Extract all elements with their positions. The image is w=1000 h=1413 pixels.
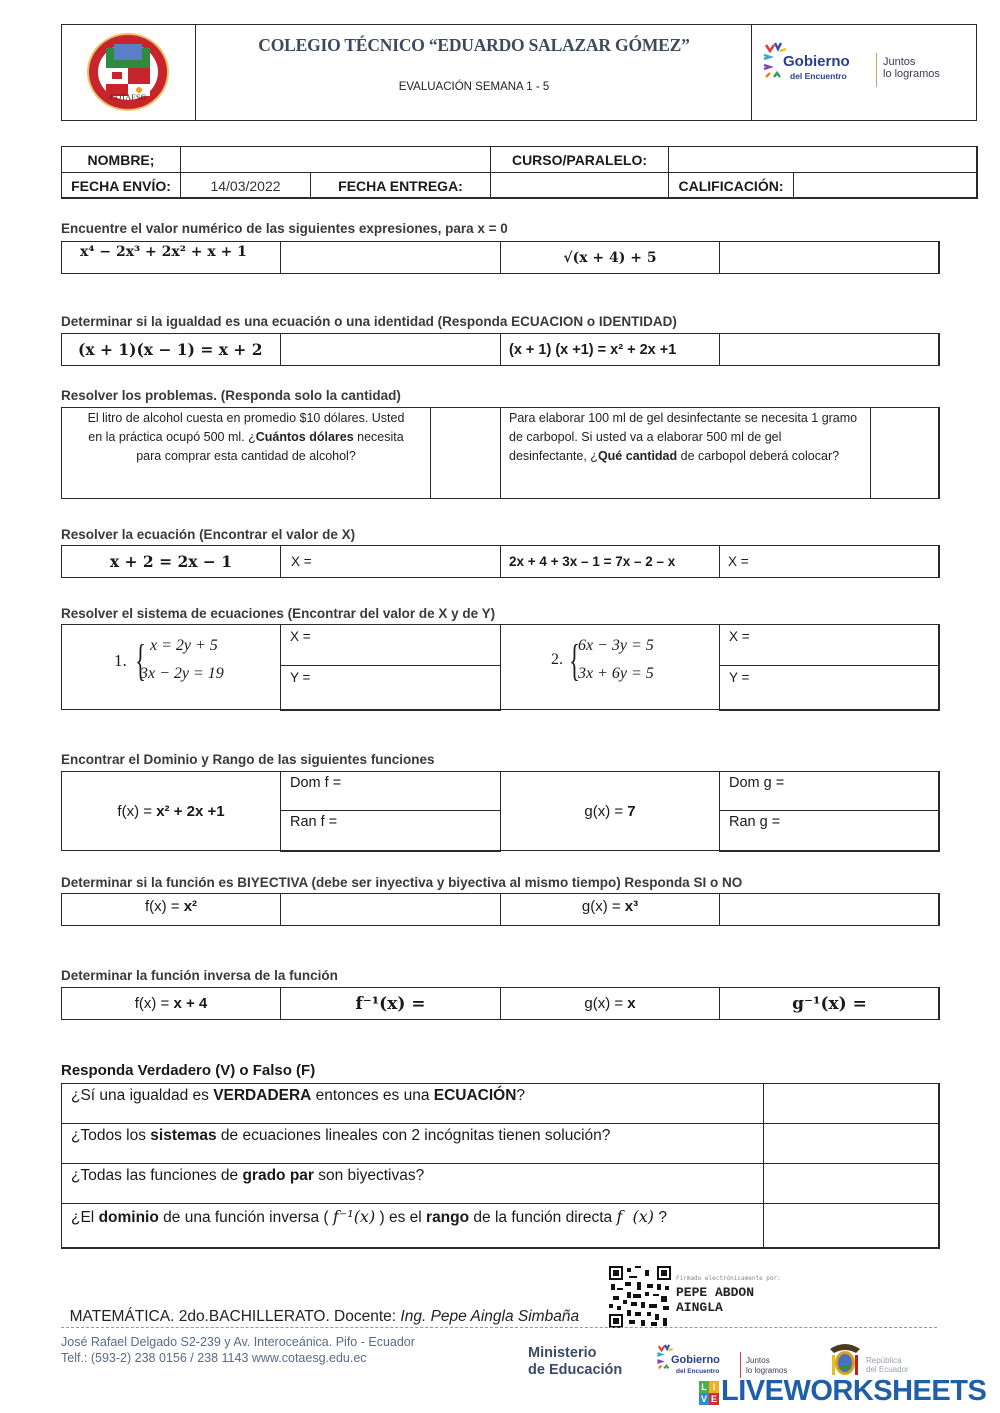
school-name: COLEGIO TÉCNICO “EDUARDO SALAZAR GÓMEZ”: [258, 35, 690, 55]
s2-expression-2: (x + 1) (x +1) = x² + 2x +1: [500, 333, 720, 366]
s5-sys2-y-answer[interactable]: Y =: [719, 665, 940, 711]
s2-answer-2[interactable]: [719, 333, 940, 366]
q2-text-2: de ecuaciones lineales con 2 incógnitas tienen solución?: [216, 1127, 611, 1144]
fecha-envio-label: FECHA ENVÍO:: [61, 172, 181, 199]
curso-label: CURSO/PARALELO:: [490, 146, 669, 173]
footer-slogan2: lo logramos: [746, 1366, 788, 1375]
slogan-line2: lo logramos: [883, 68, 940, 80]
s1-expression-2: √(x + 4) + 5: [500, 241, 720, 274]
s1-answer-2[interactable]: [719, 241, 940, 274]
q4-text-4: de la función directa: [469, 1209, 617, 1226]
tf-question-3: [61, 1163, 764, 1204]
s5-sys1-eq1: x = 2y + 5: [150, 637, 218, 654]
section2-table: [61, 333, 939, 366]
gov-logo-divider: [876, 53, 877, 87]
s6-ran-g-answer[interactable]: Ran g =: [719, 810, 940, 852]
s6-ran-f-answer[interactable]: Ran f =: [280, 810, 501, 852]
section6-table: [61, 771, 939, 851]
republica-line1: República: [866, 1356, 902, 1365]
s5-sys2-eq2: 3x + 6y = 5: [578, 665, 654, 682]
s6-g-expr: 7: [627, 802, 636, 820]
left-brace-icon: {: [135, 636, 146, 685]
ministerio-line2: de Educación: [528, 1362, 623, 1378]
live-letter-v: V: [700, 1394, 707, 1404]
student-info-table: [61, 146, 977, 198]
live-letter-i: I: [709, 1381, 719, 1393]
s6-f-prefix: f(x) =: [117, 802, 157, 820]
fecha-entrega-field[interactable]: [490, 172, 669, 199]
section8-table: [61, 987, 939, 1020]
q4-text-5: ?: [654, 1209, 667, 1226]
s7-answer-f[interactable]: [280, 893, 501, 926]
s8-g-prefix: g(x) =: [584, 995, 628, 1012]
nombre-label: NOMBRE;: [61, 146, 181, 173]
s2-expression-1: (x + 1)(x − 1) = x + 2: [61, 333, 281, 366]
evaluation-subtitle: EVALUACIÓN SEMANA 1 - 5: [398, 81, 550, 93]
header-title-cell: [196, 25, 752, 120]
s3-p2-bold: Qué cantidad: [597, 449, 678, 463]
section3-title: Resolver los problemas. (Responda solo la cantidad): [61, 388, 401, 403]
s5-sys2-eq1: 6x − 3y = 5: [578, 637, 654, 654]
s6-dom-g-answer[interactable]: Dom g =: [719, 771, 940, 811]
s8-function-g: [500, 987, 720, 1020]
school-logo-text: COTAESG: [110, 93, 147, 102]
fecha-entrega-label: FECHA ENTREGA:: [310, 172, 491, 199]
q4-math-1: f⁻¹(x): [332, 1207, 376, 1226]
section7-table: [61, 893, 939, 926]
s6-g-prefix: g(x) =: [584, 802, 628, 820]
live-letter-e: E: [710, 1394, 717, 1404]
section2-title: Determinar si la igualdad es una ecuación o una identidad (Responda ECUACION o IDENTIDAD): [61, 314, 677, 329]
s4-equation-1: x + 2 = 2x − 1: [61, 545, 281, 578]
section1-title: Encuentre el valor numérico de las siguientes expresiones, para x = 0: [61, 221, 508, 236]
s3-p2-text-a: Para elaborar 100 ml de gel desinfectante se necesita 1 gramo de carbopol. Si usted va a elaborar 500 ml de gel desinfectante, ¿: [509, 411, 858, 463]
s8-function-f: [61, 987, 281, 1020]
q3-bold-1: grado par: [242, 1167, 314, 1184]
qr-code-icon: [609, 1266, 671, 1328]
teacher-name: Ing. Pepe Aingla Simbaña: [400, 1308, 580, 1325]
s2-answer-1[interactable]: [280, 333, 501, 366]
s8-f-prefix: f(x) =: [134, 995, 174, 1012]
ministerio-line1: Ministerio: [528, 1345, 597, 1361]
s1-expression-1: x⁴ − 2x³ + 2x² + x + 1: [61, 241, 281, 274]
calificacion-field[interactable]: [793, 172, 978, 199]
q1-bold-1: VERDADERA: [213, 1087, 312, 1104]
s3-p1-text-a: El litro de alcohol cuesta en promedio $10 dólares. Usted en la práctica ocupó 500 ml. ¿: [87, 411, 405, 444]
s5-sys2-x-answer[interactable]: X =: [719, 624, 940, 666]
s3-p1-text-b: necesita para comprar esta cantidad de alcohol?: [136, 430, 404, 463]
s5-sys1-y-answer[interactable]: Y =: [280, 665, 501, 711]
q4-text: ¿El: [71, 1209, 99, 1226]
fecha-envio-value: 14/03/2022: [180, 172, 311, 199]
q2-bold-1: sistemas: [150, 1127, 217, 1144]
signed-by-label: Firmado electrónicamente por:: [676, 1275, 781, 1282]
tf-answer-2[interactable]: [763, 1123, 940, 1164]
section4-title: Resolver la ecuación (Encontrar el valor de X): [61, 527, 356, 542]
tf-answer-1[interactable]: [763, 1083, 940, 1124]
s8-f-inverse-answer[interactable]: f⁻¹(x) =: [280, 987, 501, 1020]
q2-text: ¿Todos los: [71, 1127, 151, 1144]
tf-answer-4[interactable]: [763, 1203, 940, 1249]
s5-sys1-x-answer[interactable]: X =: [280, 624, 501, 666]
calificacion-label: CALIFICACIÓN:: [668, 172, 794, 199]
section5-title: Resolver el sistema de ecuaciones (Encontrar del valor de X y de Y): [61, 606, 496, 621]
s5-sys1-number: 1.: [114, 651, 127, 670]
section1-table: [61, 241, 939, 274]
q4-text-3: ) es el: [375, 1209, 427, 1226]
section4-table: [61, 545, 939, 578]
s3-p1-bold: Cuántos dólares: [255, 430, 354, 444]
s8-g-inverse-answer[interactable]: g⁻¹(x) =: [719, 987, 940, 1020]
s3-answer-1[interactable]: [430, 407, 501, 499]
course-teacher-line: [61, 1290, 579, 1326]
section5-table: [61, 624, 939, 710]
s3-p2-text-b: de carbopol deberá colocar?: [677, 449, 840, 463]
s7-f-prefix: f(x) =: [144, 898, 184, 915]
q1-bold-2: ECUACIÓN: [433, 1087, 517, 1104]
s4-equation-2: 2x + 4 + 3x – 1 = 7x – 2 – x: [500, 545, 720, 578]
s5-system-2: [500, 624, 720, 710]
s6-function-g: [500, 771, 720, 851]
s7-g-expr: x³: [624, 898, 639, 915]
q4-bold-2: rango: [426, 1209, 470, 1226]
s1-answer-1[interactable]: [280, 241, 501, 274]
liveworksheets-badge: [699, 1381, 719, 1405]
q1-text: ¿Sí una igualdad es: [71, 1087, 214, 1104]
s7-answer-g[interactable]: [719, 893, 940, 926]
s6-f-expr: x² + 2x +1: [156, 802, 225, 820]
gobierno-text: Gobierno: [783, 53, 850, 70]
section8-title: Determinar la función inversa de la función: [61, 968, 338, 983]
q4-bold-1: dominio: [98, 1209, 159, 1226]
course-text: MATEMÁTICA. 2do.BACHILLERATO. Docente:: [69, 1308, 401, 1325]
section3-table: [61, 407, 939, 499]
header-gov-cell: [751, 25, 977, 120]
s5-sys2-number: 2.: [551, 651, 563, 668]
s5-system-1: [61, 624, 281, 710]
live-letter-l: L: [699, 1381, 709, 1393]
curso-field[interactable]: [668, 146, 978, 173]
left-brace-icon: {: [569, 636, 580, 685]
section6-title: Encontrar el Dominio y Rango de las siguientes funciones: [61, 752, 435, 767]
section7-title: Determinar si la función es BIYECTIVA (debe ser inyectiva y biyectiva al mismo tiempo) Responda SI o NO: [61, 875, 743, 890]
s7-g-prefix: g(x) =: [581, 898, 625, 915]
s8-f-expr: x + 4: [173, 995, 208, 1012]
q1-text-3: ?: [516, 1087, 526, 1104]
header-logo-cell: [62, 25, 196, 120]
encuentro-text: del Encuentro: [790, 71, 847, 81]
s3-problem-2: [500, 407, 871, 499]
school-contact: Telf.: (593-2) 238 0156 / 238 1143 www.cotaesg.edu.ec: [61, 1351, 367, 1365]
s4-answer-1[interactable]: X =: [280, 545, 501, 578]
header-box: [61, 24, 977, 121]
footer-gobierno: Gobierno: [671, 1354, 720, 1366]
s3-answer-2[interactable]: [870, 407, 940, 499]
footer-slogan1: Juntos: [746, 1356, 770, 1365]
section9-title: Responda Verdadero (V) o Falso (F): [61, 1062, 316, 1079]
tf-question-1: [61, 1083, 764, 1124]
footer-encuentro: del Encuentro: [676, 1368, 720, 1375]
section9-table: [61, 1083, 939, 1248]
q4-text-2: de una función inversa (: [158, 1209, 333, 1226]
s7-function-f: [61, 893, 281, 926]
tf-question-2: [61, 1123, 764, 1164]
s4-answer-2[interactable]: X =: [719, 545, 940, 578]
s8-g-expr: x: [627, 995, 636, 1012]
tf-question-4: [61, 1203, 764, 1249]
liveworksheets-logo: LIVEWORKSHEETS: [721, 1375, 987, 1407]
s3-problem-1: [61, 407, 431, 499]
q1-text-2: entonces es una: [311, 1087, 434, 1104]
republica-line2: del Ecuador: [866, 1365, 909, 1374]
school-address: José Rafael Delgado S2-239 y Av. Interoceánica. Pifo - Ecuador: [61, 1335, 415, 1349]
slogan-line1: Juntos: [883, 56, 916, 68]
s6-function-f: [61, 771, 281, 851]
s7-f-expr: x²: [183, 898, 198, 915]
s6-dom-f-answer[interactable]: Dom f =: [280, 771, 501, 811]
s5-sys1-eq2: 3x − 2y = 19: [140, 665, 224, 682]
nombre-field[interactable]: [180, 146, 491, 173]
s7-function-g: [500, 893, 720, 926]
signer-name-line2: AINGLA: [676, 1300, 723, 1315]
signer-name-line1: PEPE ABDON: [676, 1285, 755, 1300]
q3-text-2: son biyectivas?: [313, 1167, 425, 1184]
footer-divider: [61, 1327, 937, 1328]
q3-text: ¿Todas las funciones de: [71, 1167, 243, 1184]
tf-answer-3[interactable]: [763, 1163, 940, 1204]
q4-math-2: f (x): [616, 1207, 655, 1226]
